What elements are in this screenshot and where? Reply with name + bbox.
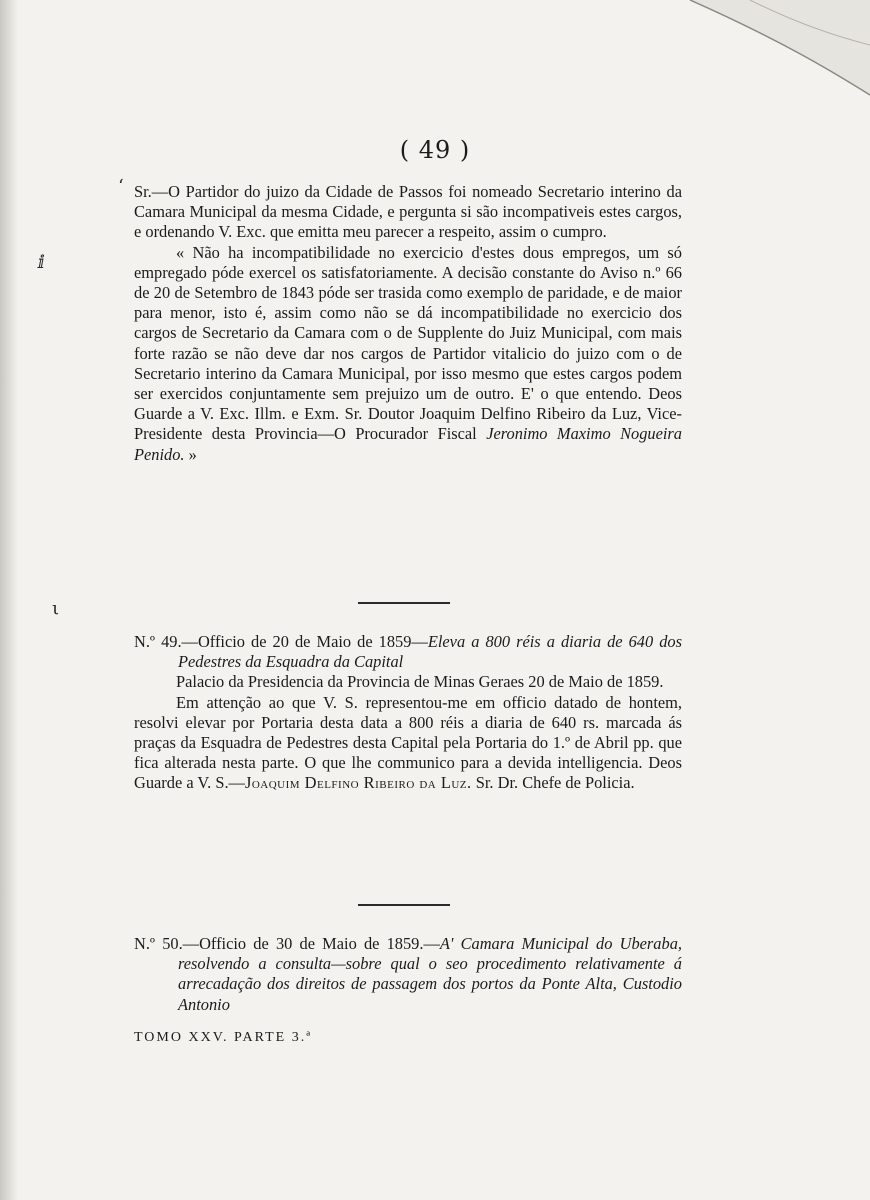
- section-divider-2: [358, 904, 450, 906]
- officio-49-summary: Eleva a 800 réis a diaria de 640 dos Pedestres da Esquadra da Capital: [178, 632, 682, 672]
- opinion-paragraph: [134, 243, 682, 465]
- officio-49-signature: Joaquim Delfino Ribeiro da Luz.: [244, 773, 472, 793]
- section-officio-49: [134, 632, 682, 794]
- officio-49-body: [134, 693, 682, 794]
- officio-49-addressee: Sr. Dr. Chefe de Policia.: [471, 773, 635, 793]
- officio-49-place-date: Palacio da Presidencia da Provincia de Minas Geraes 20 de Maio de 1859.: [176, 672, 664, 692]
- page-edge-shadow: [0, 0, 18, 1200]
- signature-name: Jeronimo Maximo Nogueira Penido.: [134, 424, 682, 464]
- section-partidor-opinion: [134, 182, 682, 465]
- officio-49-heading: [134, 632, 682, 672]
- section-divider: [358, 602, 450, 604]
- officio-50-summary: A' Camara Municipal do Uberaba, resolvendo a consulta—sobre qual o seo procedimento relativamente á arrecadação dos direitos de passagem dos portos da Ponte Alta, Custodio Antonio: [178, 934, 682, 1014]
- margin-tick-mark: ‘: [118, 176, 124, 197]
- closing-quote: »: [184, 444, 197, 464]
- volume-footer: TOMO XXV. PARTE 3.ª: [134, 1030, 313, 1045]
- opinion-text: « Não ha incompatibilidade no exercicio d'estes dous empregos, um só empregado póde exercel os satisfatoriamente. A decisão constante do Aviso n.º 66 de 20 de Setembro de 1843 póde ser trasida como exemplo de paridade, e de maior para menor, isto é, assim como não se dá incompatibilidade no exercicio dos cargos de Secretario da Camara com o de Supplente do Juiz Municipal, com mais forte razão se não deve dar nos cargos de Partidor vitalicio do juizo com o de Secretario interino da Camara Municipal, por isso mesmo que estes cargos podem ser exercidos conjuntamente sem prejuizo um de outro. E' o que entendo. Deos Guarde a V. Exc. Illm. e Exm. Sr. Doutor Joaquim Delfino Ribeiro da Luz, Vice-Presidente desta Provincia—O Procurador Fiscal: [134, 242, 682, 444]
- officio-49-number: N.º 49.—Officio de 20 de Maio de 1859—: [134, 632, 428, 651]
- officio-50-number: N.º 50.—Officio de 30 de Maio de 1859.—: [134, 934, 440, 953]
- margin-ink-mark-2: ι: [52, 598, 60, 619]
- officio-50-heading: [134, 934, 682, 1015]
- opening-paragraph: Sr.—O Partidor do juizo da Cidade de Passos foi nomeado Secretario interino da Camara Municipal da mesma Cidade, e pergunta si são incompativeis estes cargos, e ordenando V. Exc. que emitta meu parecer a respeito, assim o cumpro.: [134, 182, 682, 242]
- section-officio-50: [134, 934, 682, 1015]
- officio-49-text: Em attenção ao que V. S. representou-me em officio datado de hontem, resolvi elevar por Portaria desta data a 800 réis a diaria de 640 rs. marcada ás praças da Esquadra de Pedestres desta Capital pela Portaria do 1.º de Abril pp. que fica alterada nesta parte. O que lhe communico para a devida intelligencia. Deos Guarde a V. S.—: [134, 692, 682, 793]
- torn-corner-graphic: [630, 0, 870, 140]
- margin-ink-mark: ⅈ: [38, 252, 45, 273]
- page-number: ( 49 ): [399, 136, 471, 164]
